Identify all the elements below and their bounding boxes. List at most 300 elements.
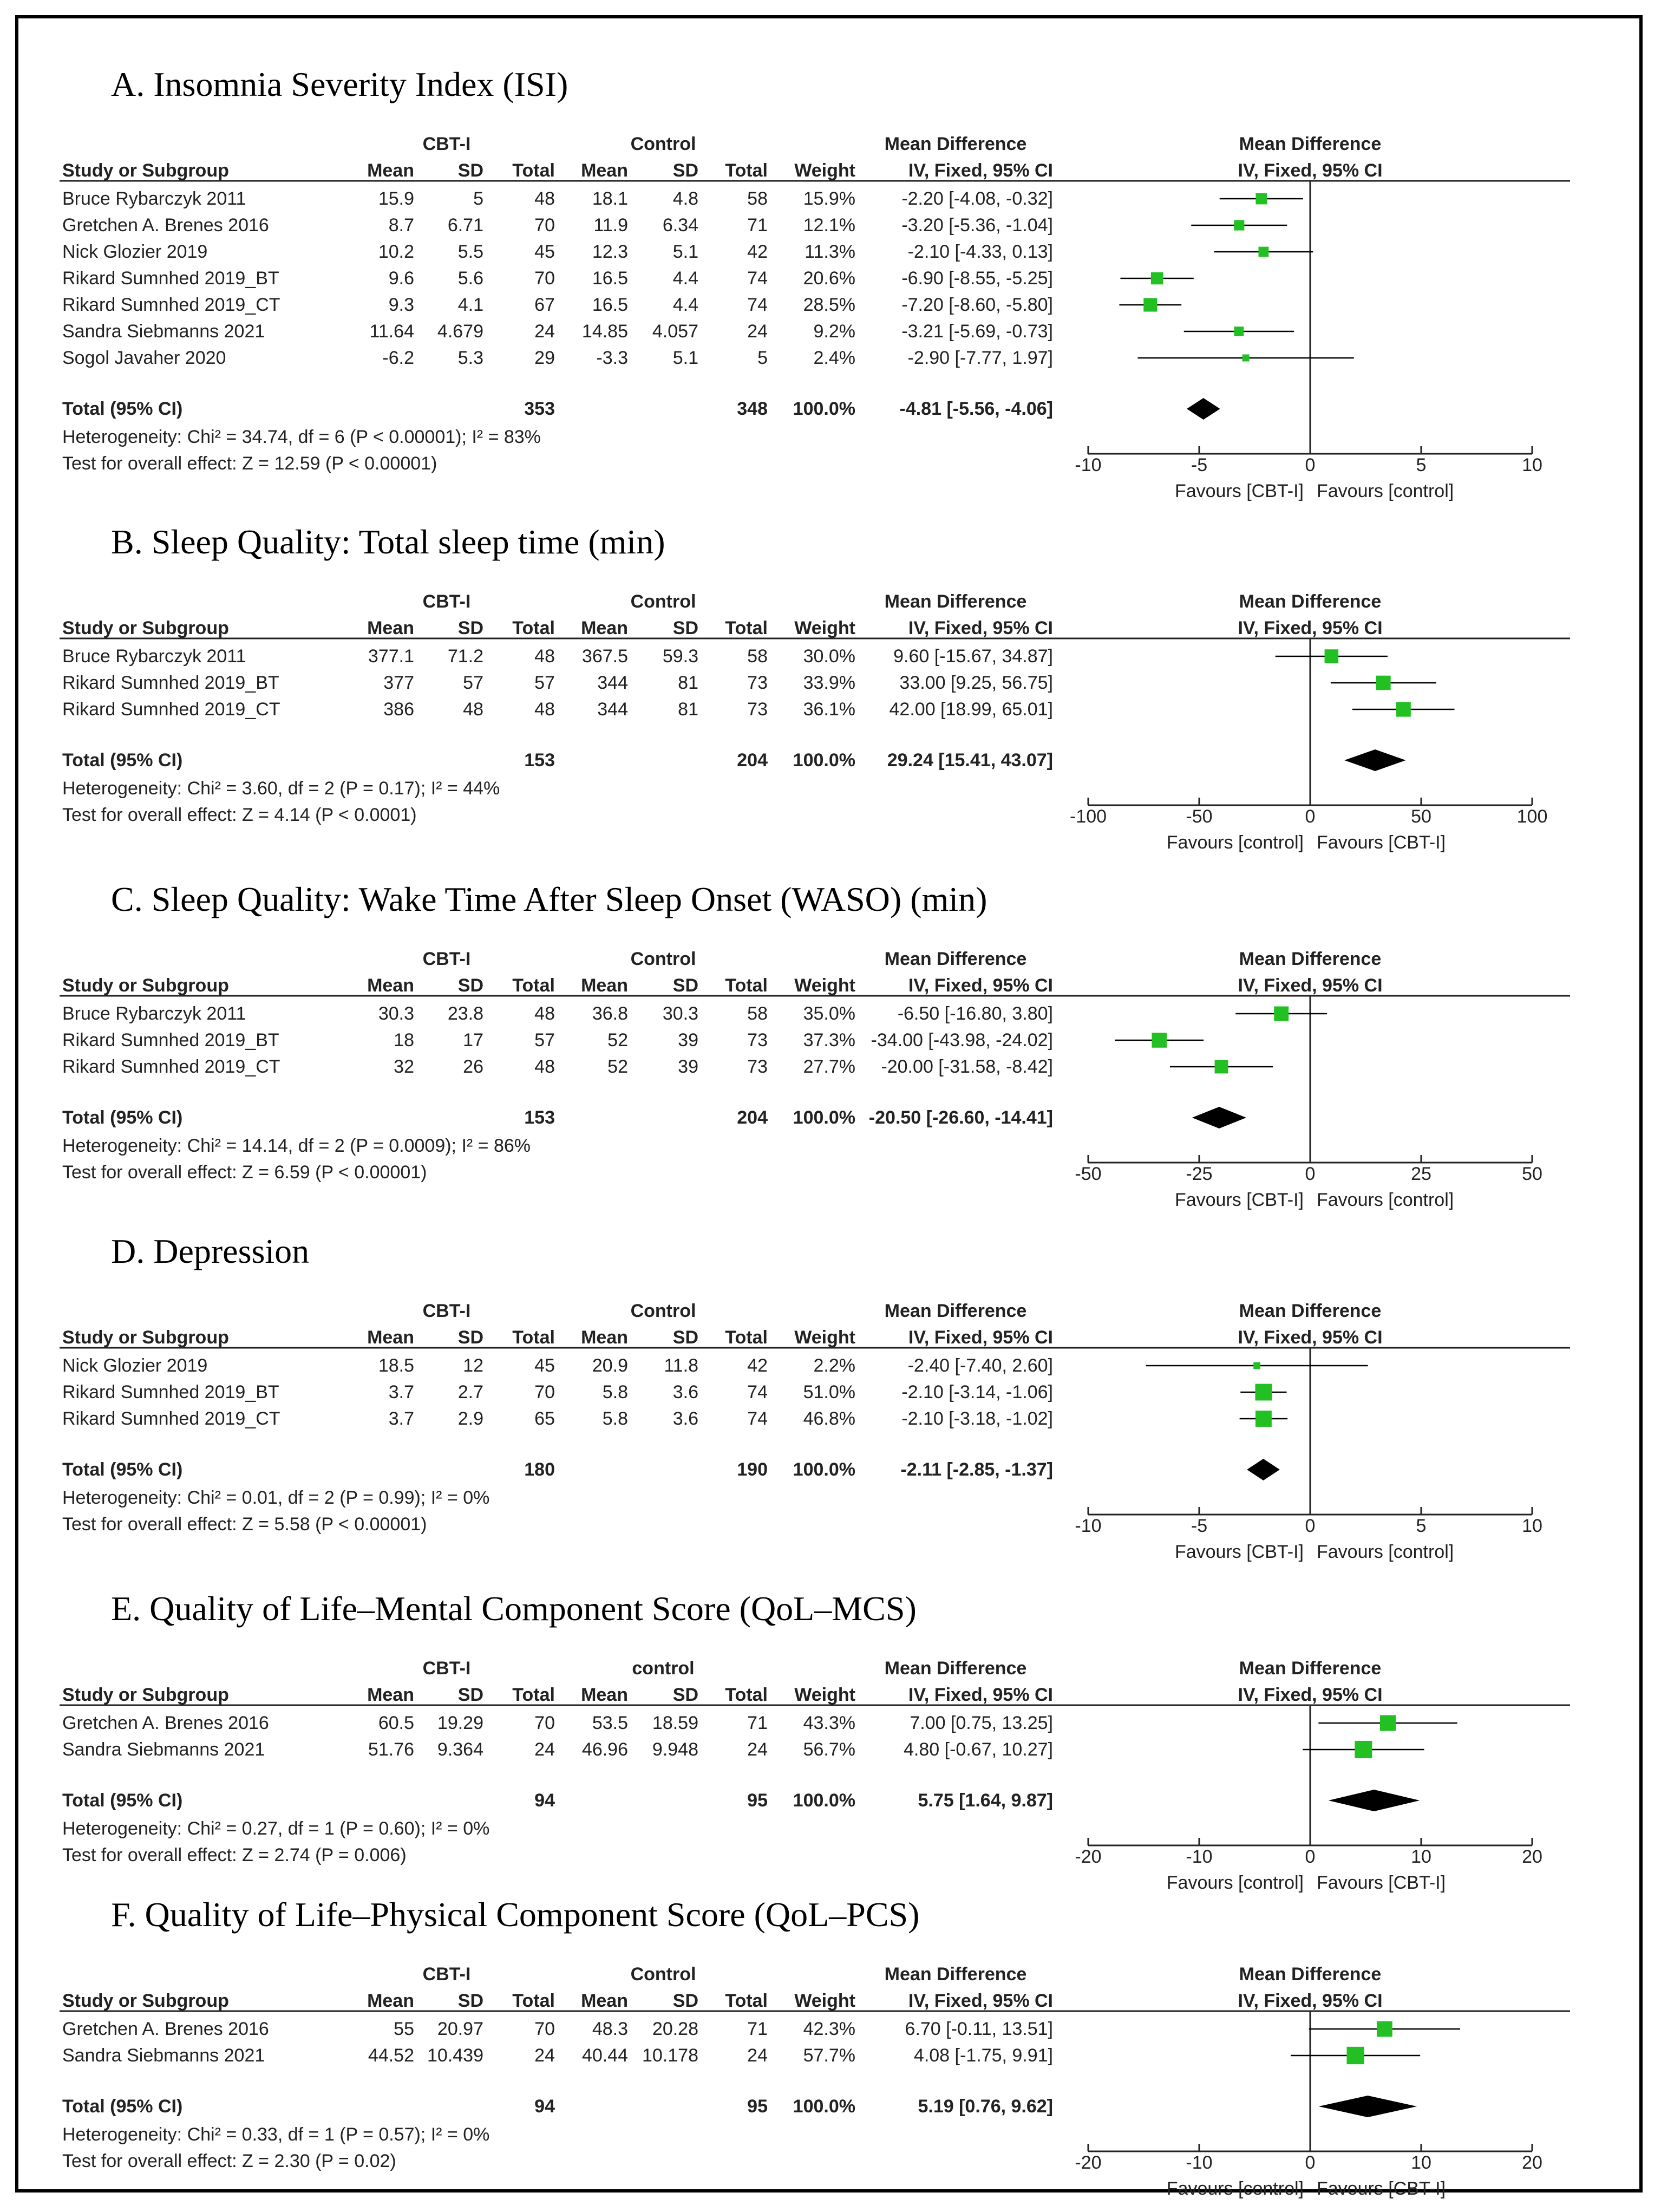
plot-header-top: Mean Difference [1239, 591, 1382, 612]
study-mean1: 32 [394, 1056, 414, 1077]
study-header: Study or Subgroup [62, 1685, 229, 1705]
sd1-header: SD [457, 975, 483, 996]
study-mean2: 14.85 [581, 321, 628, 342]
mean1-header: Mean [367, 1991, 414, 2011]
study-ci: -6.90 [-8.55, -5.25] [901, 268, 1053, 289]
study-header: Study or Subgroup [62, 160, 229, 181]
x-tick-label: 10 [1411, 1846, 1431, 1867]
x-tick-label: 0 [1305, 1164, 1316, 1184]
study-total2: 42 [747, 242, 768, 262]
x-tick-label: 20 [1522, 2152, 1542, 2173]
study-mean1: 377.1 [368, 646, 414, 667]
study-weight: 28.5% [803, 295, 855, 315]
group1-label: CBT-I [422, 1301, 471, 1321]
study-mean1: 8.7 [388, 215, 414, 236]
x-tick-label: 20 [1522, 1846, 1542, 1867]
study-total1: 48 [534, 646, 555, 667]
favours-left-label: Favours [CBT-I] [1174, 1542, 1304, 1562]
pooled-effect-diamond [1247, 1459, 1280, 1480]
study-point-marker [1234, 327, 1244, 336]
study-mean1: 60.5 [378, 1713, 414, 1733]
study-total2: 74 [747, 268, 768, 289]
weight-header: Weight [794, 618, 855, 638]
group2-label: Control [630, 949, 696, 969]
group1-label: CBT-I [422, 1658, 471, 1679]
study-total1: 57 [534, 673, 555, 693]
md-header-bottom: IV, Fixed, 95% CI [908, 1991, 1053, 2011]
study-point-marker [1253, 1362, 1260, 1369]
study-total2: 24 [747, 1739, 768, 1760]
heterogeneity-text: Heterogeneity: Chi² = 0.01, df = 2 (P = 0.99); I² = 0% [62, 1487, 490, 1508]
favours-right-label: Favours [CBT-I] [1317, 832, 1446, 853]
study-sd1: 5.5 [457, 242, 483, 262]
study-weight: 57.7% [803, 2045, 855, 2066]
study-ci: -7.20 [-8.60, -5.80] [901, 295, 1053, 315]
study-mean2: 367.5 [581, 646, 628, 667]
study-sd2: 6.34 [662, 215, 698, 236]
study-weight: 42.3% [803, 2019, 855, 2039]
total-n2: 348 [737, 399, 768, 419]
mean1-header: Mean [367, 1685, 414, 1705]
study-sd2: 39 [678, 1030, 698, 1050]
weight-header: Weight [794, 160, 855, 181]
study-total2: 71 [747, 1713, 768, 1733]
x-tick-label: 10 [1522, 455, 1542, 475]
study-point-marker [1255, 1384, 1272, 1401]
study-total2: 24 [747, 321, 768, 342]
x-tick-label: 10 [1522, 1516, 1542, 1536]
mean1-header: Mean [367, 618, 414, 638]
study-mean2: 52 [607, 1056, 628, 1077]
study-mean1: 15.9 [378, 188, 414, 209]
study-ci: -2.20 [-4.08, -0.32] [901, 188, 1053, 209]
x-tick-label: -10 [1186, 1846, 1213, 1867]
x-tick-label: 100 [1516, 806, 1548, 827]
study-sd1: 48 [463, 699, 483, 720]
plot-header-bottom: IV, Fixed, 95% CI [1238, 160, 1383, 181]
study-mean2: 40.44 [581, 2045, 628, 2066]
study-point-marker [1377, 2021, 1392, 2037]
md-header-top: Mean Difference [884, 1658, 1027, 1679]
study-total1: 48 [534, 1056, 555, 1077]
sd1-header: SD [457, 160, 483, 181]
study-mean2: 20.9 [592, 1355, 628, 1376]
total1-header: Total [512, 975, 555, 996]
study-point-marker [1143, 298, 1157, 311]
study-sd2: 81 [678, 699, 698, 720]
plot-header-bottom: IV, Fixed, 95% CI [1238, 618, 1383, 638]
study-sd2: 59.3 [662, 646, 698, 667]
total-n2: 190 [737, 1459, 768, 1480]
study-name: Sandra Siebmanns 2021 [62, 1739, 265, 1760]
overall-effect-text: Test for overall effect: Z = 4.14 (P < 0.0001) [62, 805, 417, 825]
study-mean1: 3.7 [388, 1408, 414, 1429]
study-point-marker [1255, 1411, 1272, 1427]
plot-header-bottom: IV, Fixed, 95% CI [1238, 1685, 1383, 1705]
study-total1: 67 [534, 295, 555, 315]
x-tick-label: -5 [1191, 1516, 1208, 1536]
group2-label: Control [630, 591, 696, 612]
group1-label: CBT-I [422, 134, 471, 154]
study-weight: 37.3% [803, 1030, 855, 1050]
study-weight: 12.1% [803, 215, 855, 236]
x-tick-label: -10 [1075, 1516, 1102, 1536]
total-weight: 100.0% [793, 2096, 855, 2117]
x-tick-label: 0 [1305, 1846, 1316, 1867]
study-mean2: 36.8 [592, 1003, 628, 1024]
md-header-top: Mean Difference [884, 591, 1027, 612]
study-sd2: 20.28 [652, 2019, 698, 2039]
heterogeneity-text: Heterogeneity: Chi² = 34.74, df = 6 (P < 0.00001); I² = 83% [62, 427, 541, 447]
total-weight: 100.0% [793, 399, 855, 419]
overall-effect-text: Test for overall effect: Z = 12.59 (P < 0.00001) [62, 453, 437, 474]
study-total1: 24 [534, 321, 555, 342]
study-mean2: 344 [597, 699, 628, 720]
total-n2: 204 [737, 1107, 768, 1128]
study-total2: 74 [747, 1408, 768, 1429]
sd2-header: SD [672, 618, 698, 638]
total1-header: Total [512, 1991, 555, 2011]
study-point-marker [1259, 247, 1269, 257]
x-tick-label: 50 [1522, 1164, 1542, 1184]
study-header: Study or Subgroup [62, 1327, 229, 1348]
study-sd1: 12 [463, 1355, 483, 1376]
study-total1: 70 [534, 215, 555, 236]
study-sd2: 3.6 [672, 1382, 698, 1402]
study-sd1: 4.679 [437, 321, 483, 342]
study-sd1: 4.1 [457, 295, 483, 315]
study-name: Gretchen A. Brenes 2016 [62, 1713, 269, 1733]
x-tick-label: 0 [1305, 2152, 1316, 2173]
forest-panel-c [60, 880, 1570, 1210]
study-sd1: 10.439 [427, 2045, 483, 2066]
md-header-top: Mean Difference [884, 949, 1027, 969]
study-total1: 70 [534, 1713, 555, 1733]
md-header-bottom: IV, Fixed, 95% CI [908, 1685, 1053, 1705]
study-name: Sandra Siebmanns 2021 [62, 321, 265, 342]
total-n2: 95 [747, 2096, 768, 2117]
panel-title: C. Sleep Quality: Wake Time After Sleep Onset (WASO) (min) [111, 880, 988, 918]
study-total1: 65 [534, 1408, 555, 1429]
pooled-effect-diamond [1344, 749, 1405, 771]
study-mean2: 344 [597, 673, 628, 693]
total2-header: Total [725, 975, 768, 996]
study-name: Rikard Sumnhed 2019_CT [62, 1408, 280, 1429]
study-mean2: 18.1 [592, 188, 628, 209]
study-mean1: -6.2 [382, 348, 414, 368]
group1-label: CBT-I [422, 591, 471, 612]
study-name: Gretchen A. Brenes 2016 [62, 2019, 269, 2039]
study-total1: 57 [534, 1030, 555, 1050]
study-name: Rikard Sumnhed 2019_BT [62, 673, 279, 693]
study-mean2: 53.5 [592, 1713, 628, 1733]
total-label: Total (95% CI) [62, 1107, 183, 1128]
study-point-marker [1215, 1060, 1228, 1074]
study-sd1: 26 [463, 1056, 483, 1077]
favours-right-label: Favours [control] [1317, 481, 1454, 501]
sd1-header: SD [457, 1991, 483, 2011]
favours-left-label: Favours [control] [1166, 2178, 1304, 2199]
study-mean1: 18.5 [378, 1355, 414, 1376]
study-ci: -3.21 [-5.69, -0.73] [901, 321, 1053, 342]
panel-title: D. Depression [111, 1232, 310, 1270]
study-total2: 73 [747, 1056, 768, 1077]
study-total1: 45 [534, 1355, 555, 1376]
heterogeneity-text: Heterogeneity: Chi² = 14.14, df = 2 (P = 0.0009); I² = 86% [62, 1136, 531, 1156]
md-header-top: Mean Difference [884, 1964, 1027, 1985]
total-n2: 204 [737, 750, 768, 771]
plot-header-top: Mean Difference [1239, 1964, 1382, 1985]
total1-header: Total [512, 618, 555, 638]
overall-effect-text: Test for overall effect: Z = 5.58 (P < 0.00001) [62, 1514, 427, 1535]
forest-panel-b [60, 523, 1570, 853]
study-total2: 71 [747, 215, 768, 236]
study-total2: 71 [747, 2019, 768, 2039]
study-sd1: 5 [473, 188, 483, 209]
group2-label: Control [630, 1964, 696, 1985]
study-total1: 24 [534, 2045, 555, 2066]
sd1-header: SD [457, 1685, 483, 1705]
study-mean2: 16.5 [592, 295, 628, 315]
total2-header: Total [725, 160, 768, 181]
plot-header-top: Mean Difference [1239, 949, 1382, 969]
total-label: Total (95% CI) [62, 1790, 183, 1811]
study-sd2: 39 [678, 1056, 698, 1077]
total-label: Total (95% CI) [62, 399, 183, 419]
study-name: Sogol Javaher 2020 [62, 348, 226, 368]
overall-effect-text: Test for overall effect: Z = 2.74 (P = 0.006) [62, 1845, 407, 1865]
study-mean1: 51.76 [368, 1739, 414, 1760]
study-weight: 27.7% [803, 1056, 855, 1077]
plot-header-bottom: IV, Fixed, 95% CI [1238, 975, 1383, 996]
x-tick-label: 10 [1411, 2152, 1431, 2173]
study-total1: 29 [534, 348, 555, 368]
study-weight: 20.6% [803, 268, 855, 289]
study-header: Study or Subgroup [62, 618, 229, 638]
total-weight: 100.0% [793, 750, 855, 771]
mean1-header: Mean [367, 975, 414, 996]
forest-panel-a [60, 65, 1570, 501]
study-point-marker [1325, 649, 1339, 663]
study-weight: 2.2% [813, 1355, 855, 1376]
study-total2: 74 [747, 1382, 768, 1402]
study-ci: -2.90 [-7.77, 1.97] [907, 348, 1053, 368]
study-total2: 73 [747, 673, 768, 693]
study-name: Rikard Sumnhed 2019_BT [62, 1030, 279, 1050]
heterogeneity-text: Heterogeneity: Chi² = 0.27, df = 1 (P = 0.60); I² = 0% [62, 1818, 490, 1839]
study-name: Sandra Siebmanns 2021 [62, 2045, 265, 2066]
study-name: Bruce Rybarczyk 2011 [62, 188, 246, 209]
study-mean2: 5.8 [602, 1382, 628, 1402]
md-header-top: Mean Difference [884, 134, 1027, 154]
study-total2: 58 [747, 1003, 768, 1024]
study-total2: 24 [747, 2045, 768, 2066]
sd1-header: SD [457, 618, 483, 638]
study-mean1: 44.52 [368, 2045, 414, 2066]
study-total1: 24 [534, 1739, 555, 1760]
study-ci: 4.08 [-1.75, 9.91] [913, 2045, 1053, 2066]
study-total1: 70 [534, 1382, 555, 1402]
study-mean1: 3.7 [388, 1382, 414, 1402]
total-ci: -4.81 [-5.56, -4.06] [899, 399, 1053, 419]
study-sd2: 9.948 [652, 1739, 698, 1760]
study-name: Rikard Sumnhed 2019_CT [62, 699, 280, 720]
panel-title: E. Quality of Life–Mental Component Score (QoL–MCS) [111, 1589, 917, 1628]
study-sd1: 5.3 [457, 348, 483, 368]
x-tick-label: -25 [1186, 1164, 1213, 1184]
study-total2: 73 [747, 699, 768, 720]
study-point-marker [1255, 193, 1267, 205]
forest-panel-e [60, 1589, 1570, 1893]
study-mean1: 386 [383, 699, 414, 720]
study-sd1: 57 [463, 673, 483, 693]
study-mean1: 9.6 [388, 268, 414, 289]
weight-header: Weight [794, 1327, 855, 1348]
study-mean2: 48.3 [592, 2019, 628, 2039]
mean2-header: Mean [581, 975, 628, 996]
study-total1: 48 [534, 1003, 555, 1024]
study-point-marker [1234, 220, 1244, 230]
study-sd1: 19.29 [437, 1713, 483, 1733]
study-weight: 2.4% [813, 348, 855, 368]
study-mean2: 11.9 [593, 215, 628, 236]
total2-header: Total [725, 1685, 768, 1705]
forest-panel-d [60, 1232, 1570, 1562]
study-weight: 36.1% [803, 699, 855, 720]
forest-panel-f [60, 1895, 1570, 2199]
study-point-marker [1151, 272, 1163, 285]
study-weight: 30.0% [803, 646, 855, 667]
plot-header-bottom: IV, Fixed, 95% CI [1238, 1991, 1383, 2011]
x-tick-label: -5 [1191, 455, 1208, 475]
md-header-top: Mean Difference [884, 1301, 1027, 1321]
study-mean1: 10.2 [378, 242, 414, 262]
group1-label: CBT-I [422, 949, 471, 969]
plot-header-bottom: IV, Fixed, 95% CI [1238, 1327, 1383, 1348]
study-total2: 74 [747, 295, 768, 315]
favours-left-label: Favours [control] [1166, 1872, 1304, 1893]
study-mean2: 16.5 [592, 268, 628, 289]
study-header: Study or Subgroup [62, 975, 229, 996]
total1-header: Total [512, 1685, 555, 1705]
x-tick-label: 50 [1411, 806, 1431, 827]
favours-right-label: Favours [control] [1317, 1190, 1454, 1210]
study-total2: 73 [747, 1030, 768, 1050]
pooled-effect-diamond [1329, 1790, 1420, 1811]
x-tick-label: 0 [1305, 455, 1316, 475]
study-weight: 51.0% [803, 1382, 855, 1402]
study-ci: 33.00 [9.25, 56.75] [899, 673, 1053, 693]
group2-label: control [632, 1658, 695, 1679]
study-total1: 48 [534, 699, 555, 720]
study-point-marker [1346, 2047, 1364, 2064]
study-mean2: 52 [607, 1030, 628, 1050]
study-point-marker [1396, 702, 1411, 716]
study-sd2: 4.4 [672, 268, 698, 289]
group2-label: Control [630, 1301, 696, 1321]
study-point-marker [1243, 355, 1250, 362]
study-sd1: 5.6 [457, 268, 483, 289]
x-tick-label: 5 [1416, 455, 1427, 475]
study-sd1: 17 [463, 1030, 483, 1050]
study-ci: -34.00 [-43.98, -24.02] [871, 1030, 1053, 1050]
study-sd2: 4.8 [672, 188, 698, 209]
mean2-header: Mean [581, 160, 628, 181]
study-name: Nick Glozier 2019 [62, 242, 208, 262]
study-weight: 33.9% [803, 673, 855, 693]
x-tick-label: 5 [1416, 1516, 1427, 1536]
study-sd1: 71.2 [447, 646, 483, 667]
x-tick-label: -20 [1075, 1846, 1102, 1867]
study-header: Study or Subgroup [62, 1991, 229, 2011]
total-n1: 94 [534, 2096, 555, 2117]
total-ci: -2.11 [-2.85, -1.37] [900, 1459, 1053, 1480]
total-weight: 100.0% [793, 1790, 855, 1811]
plot-header-top: Mean Difference [1239, 1658, 1382, 1679]
study-sd1: 2.7 [457, 1382, 483, 1402]
x-tick-label: 0 [1305, 806, 1316, 827]
study-total1: 45 [534, 242, 555, 262]
md-header-bottom: IV, Fixed, 95% CI [908, 160, 1053, 181]
total2-header: Total [725, 618, 768, 638]
favours-left-label: Favours [CBT-I] [1174, 481, 1304, 501]
study-ci: -2.40 [-7.40, 2.60] [907, 1355, 1053, 1376]
study-mean2: 12.3 [592, 242, 628, 262]
study-name: Gretchen A. Brenes 2016 [62, 215, 269, 236]
study-point-marker [1380, 1715, 1396, 1731]
study-mean1: 55 [394, 2019, 414, 2039]
study-total2: 42 [747, 1355, 768, 1376]
study-sd1: 23.8 [447, 1003, 483, 1024]
x-tick-label: 0 [1305, 1516, 1316, 1536]
study-ci: -20.00 [-31.58, -8.42] [881, 1056, 1053, 1077]
study-ci: 4.80 [-0.67, 10.27] [904, 1739, 1053, 1760]
study-weight: 11.3% [805, 242, 855, 262]
total-label: Total (95% CI) [62, 1459, 183, 1480]
study-ci: 6.70 [-0.11, 13.51] [905, 2019, 1053, 2039]
study-weight: 9.2% [813, 321, 855, 342]
study-point-marker [1274, 1007, 1289, 1021]
x-tick-label: -20 [1075, 2152, 1102, 2173]
study-mean1: 11.64 [369, 321, 414, 342]
pooled-effect-diamond [1187, 398, 1220, 420]
total2-header: Total [725, 1327, 768, 1348]
study-sd2: 5.1 [672, 242, 698, 262]
total-ci: 29.24 [15.41, 43.07] [887, 750, 1053, 771]
total-label: Total (95% CI) [62, 750, 183, 771]
study-sd2: 4.057 [652, 321, 698, 342]
study-weight: 43.3% [803, 1713, 855, 1733]
total-weight: 100.0% [793, 1107, 855, 1128]
study-total2: 58 [747, 646, 768, 667]
study-mean2: -3.3 [596, 348, 628, 368]
study-weight: 56.7% [803, 1739, 855, 1760]
x-tick-label: -50 [1075, 1164, 1102, 1184]
study-ci: -2.10 [-3.18, -1.02] [901, 1408, 1053, 1429]
sd2-header: SD [672, 1991, 698, 2011]
total1-header: Total [512, 1327, 555, 1348]
study-sd2: 18.59 [652, 1713, 698, 1733]
study-sd2: 4.4 [672, 295, 698, 315]
total-weight: 100.0% [793, 1459, 855, 1480]
favours-right-label: Favours [control] [1317, 1542, 1454, 1562]
mean2-header: Mean [581, 1685, 628, 1705]
total-n1: 353 [524, 399, 555, 419]
favours-left-label: Favours [control] [1166, 832, 1304, 853]
weight-header: Weight [794, 1991, 855, 2011]
plot-header-top: Mean Difference [1239, 134, 1382, 154]
study-sd1: 6.71 [447, 215, 483, 236]
